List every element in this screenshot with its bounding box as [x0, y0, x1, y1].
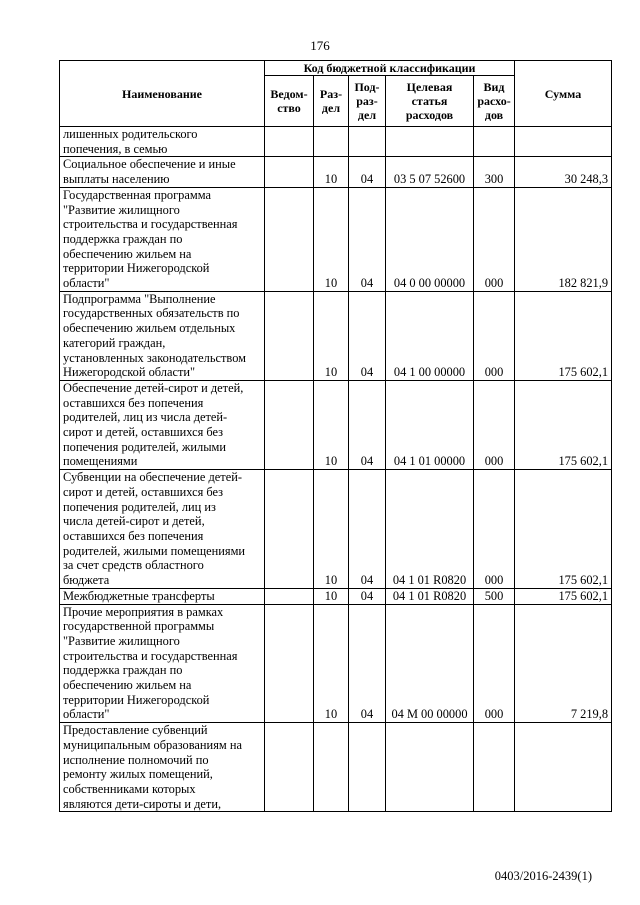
row-sum-cell: 175 602,1 — [515, 588, 612, 604]
header-sum: Сумма — [515, 61, 612, 127]
table-row — [60, 380, 612, 469]
row-vid-cell — [474, 723, 515, 812]
table-row — [60, 127, 612, 157]
table-row — [60, 291, 612, 380]
row-vedomstvo-cell — [265, 604, 314, 723]
row-razdel-cell — [314, 127, 349, 157]
row-vedomstvo-cell — [265, 723, 314, 812]
row-podrazdel-cell — [349, 723, 386, 812]
row-podrazdel-cell: 04 — [349, 470, 386, 589]
table-row — [60, 588, 612, 604]
row-target-cell: 04 М 00 00000 — [386, 604, 474, 723]
row-vedomstvo-cell — [265, 157, 314, 187]
row-vedomstvo-cell — [265, 127, 314, 157]
table-row — [60, 604, 612, 723]
row-sum-cell: 175 602,1 — [515, 470, 612, 589]
row-podrazdel-cell: 04 — [349, 187, 386, 291]
row-target-cell: 04 1 01 00000 — [386, 380, 474, 469]
row-vid-cell: 000 — [474, 470, 515, 589]
row-vid-cell: 000 — [474, 187, 515, 291]
row-razdel-cell: 10 — [314, 380, 349, 469]
row-vedomstvo-cell — [265, 291, 314, 380]
row-name-cell: Государственная программа "Развитие жилищного строительства и государственная поддержка граждан по обеспечению жильем на территории Нижегородской области" — [60, 187, 265, 291]
row-sum-cell — [515, 127, 612, 157]
table-row — [60, 723, 612, 812]
row-vid-cell — [474, 127, 515, 157]
document-code: 0403/2016-2439(1) — [494, 869, 592, 883]
row-name-cell: Субвенции на обеспечение детей- сирот и детей, оставшихся без попечения родителей, лиц из числа детей-сирот и детей, оставшихся без попечения родителей, жилыми помещениями за счет средств областного бюджета — [60, 470, 265, 589]
header-name: Наименование — [60, 61, 265, 127]
table-row — [60, 157, 612, 187]
row-razdel-cell: 10 — [314, 187, 349, 291]
row-name-cell: Социальное обеспечение и иные выплаты населению — [60, 157, 265, 187]
header-target-article: Целевая статья расходов — [386, 76, 474, 127]
row-sum-cell: 175 602,1 — [515, 291, 612, 380]
row-target-cell: 03 5 07 52600 — [386, 157, 474, 187]
row-name-cell: Предоставление субвенций муниципальным образованиям на исполнение полномочий по ремонту жилых помещений, собственниками которых являются дети-сироты и дети, — [60, 723, 265, 812]
table-row — [60, 470, 612, 589]
row-podrazdel-cell: 04 — [349, 380, 386, 469]
header-razdel: Раз- дел — [314, 76, 349, 127]
budget-table — [59, 60, 612, 812]
row-vid-cell: 000 — [474, 380, 515, 469]
row-razdel-cell: 10 — [314, 470, 349, 589]
row-razdel-cell: 10 — [314, 291, 349, 380]
page-number: 176 — [310, 38, 330, 53]
row-sum-cell: 7 219,8 — [515, 604, 612, 723]
row-vid-cell: 000 — [474, 604, 515, 723]
row-target-cell: 04 1 00 00000 — [386, 291, 474, 380]
row-razdel-cell: 10 — [314, 588, 349, 604]
header-podrazdel: Под- раз- дел — [349, 76, 386, 127]
row-vid-cell: 300 — [474, 157, 515, 187]
row-razdel-cell — [314, 723, 349, 812]
row-name-cell: лишенных родительского попечения, в семью — [60, 127, 265, 157]
row-vedomstvo-cell — [265, 187, 314, 291]
header-budget-classification: Код бюджетной классификации — [265, 61, 515, 76]
row-podrazdel-cell: 04 — [349, 604, 386, 723]
row-target-cell — [386, 127, 474, 157]
row-target-cell: 04 0 00 00000 — [386, 187, 474, 291]
row-name-cell: Подпрограмма "Выполнение государственных обязательств по обеспечению жильем отдельных категорий граждан, установленных законодательством Нижегородской области" — [60, 291, 265, 380]
row-sum-cell: 30 248,3 — [515, 157, 612, 187]
row-name-cell: Межбюджетные трансферты — [60, 588, 265, 604]
row-target-cell: 04 1 01 R0820 — [386, 470, 474, 589]
row-vid-cell: 500 — [474, 588, 515, 604]
row-razdel-cell: 10 — [314, 604, 349, 723]
row-podrazdel-cell: 04 — [349, 291, 386, 380]
row-target-cell: 04 1 01 R0820 — [386, 588, 474, 604]
row-name-cell: Обеспечение детей-сирот и детей, оставшихся без попечения родителей, лиц из числа детей- сирот и детей, оставшихся без попечения родителей, жилыми помещениями — [60, 380, 265, 469]
row-podrazdel-cell — [349, 127, 386, 157]
row-razdel-cell: 10 — [314, 157, 349, 187]
table-row — [60, 187, 612, 291]
row-podrazdel-cell: 04 — [349, 588, 386, 604]
row-name-cell: Прочие мероприятия в рамках государственной программы "Развитие жилищного строительства и государственная поддержка граждан по обеспечению жильем на территории Нижегородской области" — [60, 604, 265, 723]
row-vedomstvo-cell — [265, 588, 314, 604]
header-expense-type: Вид расхо- дов — [474, 76, 515, 127]
row-podrazdel-cell: 04 — [349, 157, 386, 187]
row-vid-cell: 000 — [474, 291, 515, 380]
row-vedomstvo-cell — [265, 380, 314, 469]
row-sum-cell: 175 602,1 — [515, 380, 612, 469]
row-sum-cell — [515, 723, 612, 812]
row-vedomstvo-cell — [265, 470, 314, 589]
row-sum-cell: 182 821,9 — [515, 187, 612, 291]
header-vedomstvo: Ведом- ство — [265, 76, 314, 127]
row-target-cell — [386, 723, 474, 812]
